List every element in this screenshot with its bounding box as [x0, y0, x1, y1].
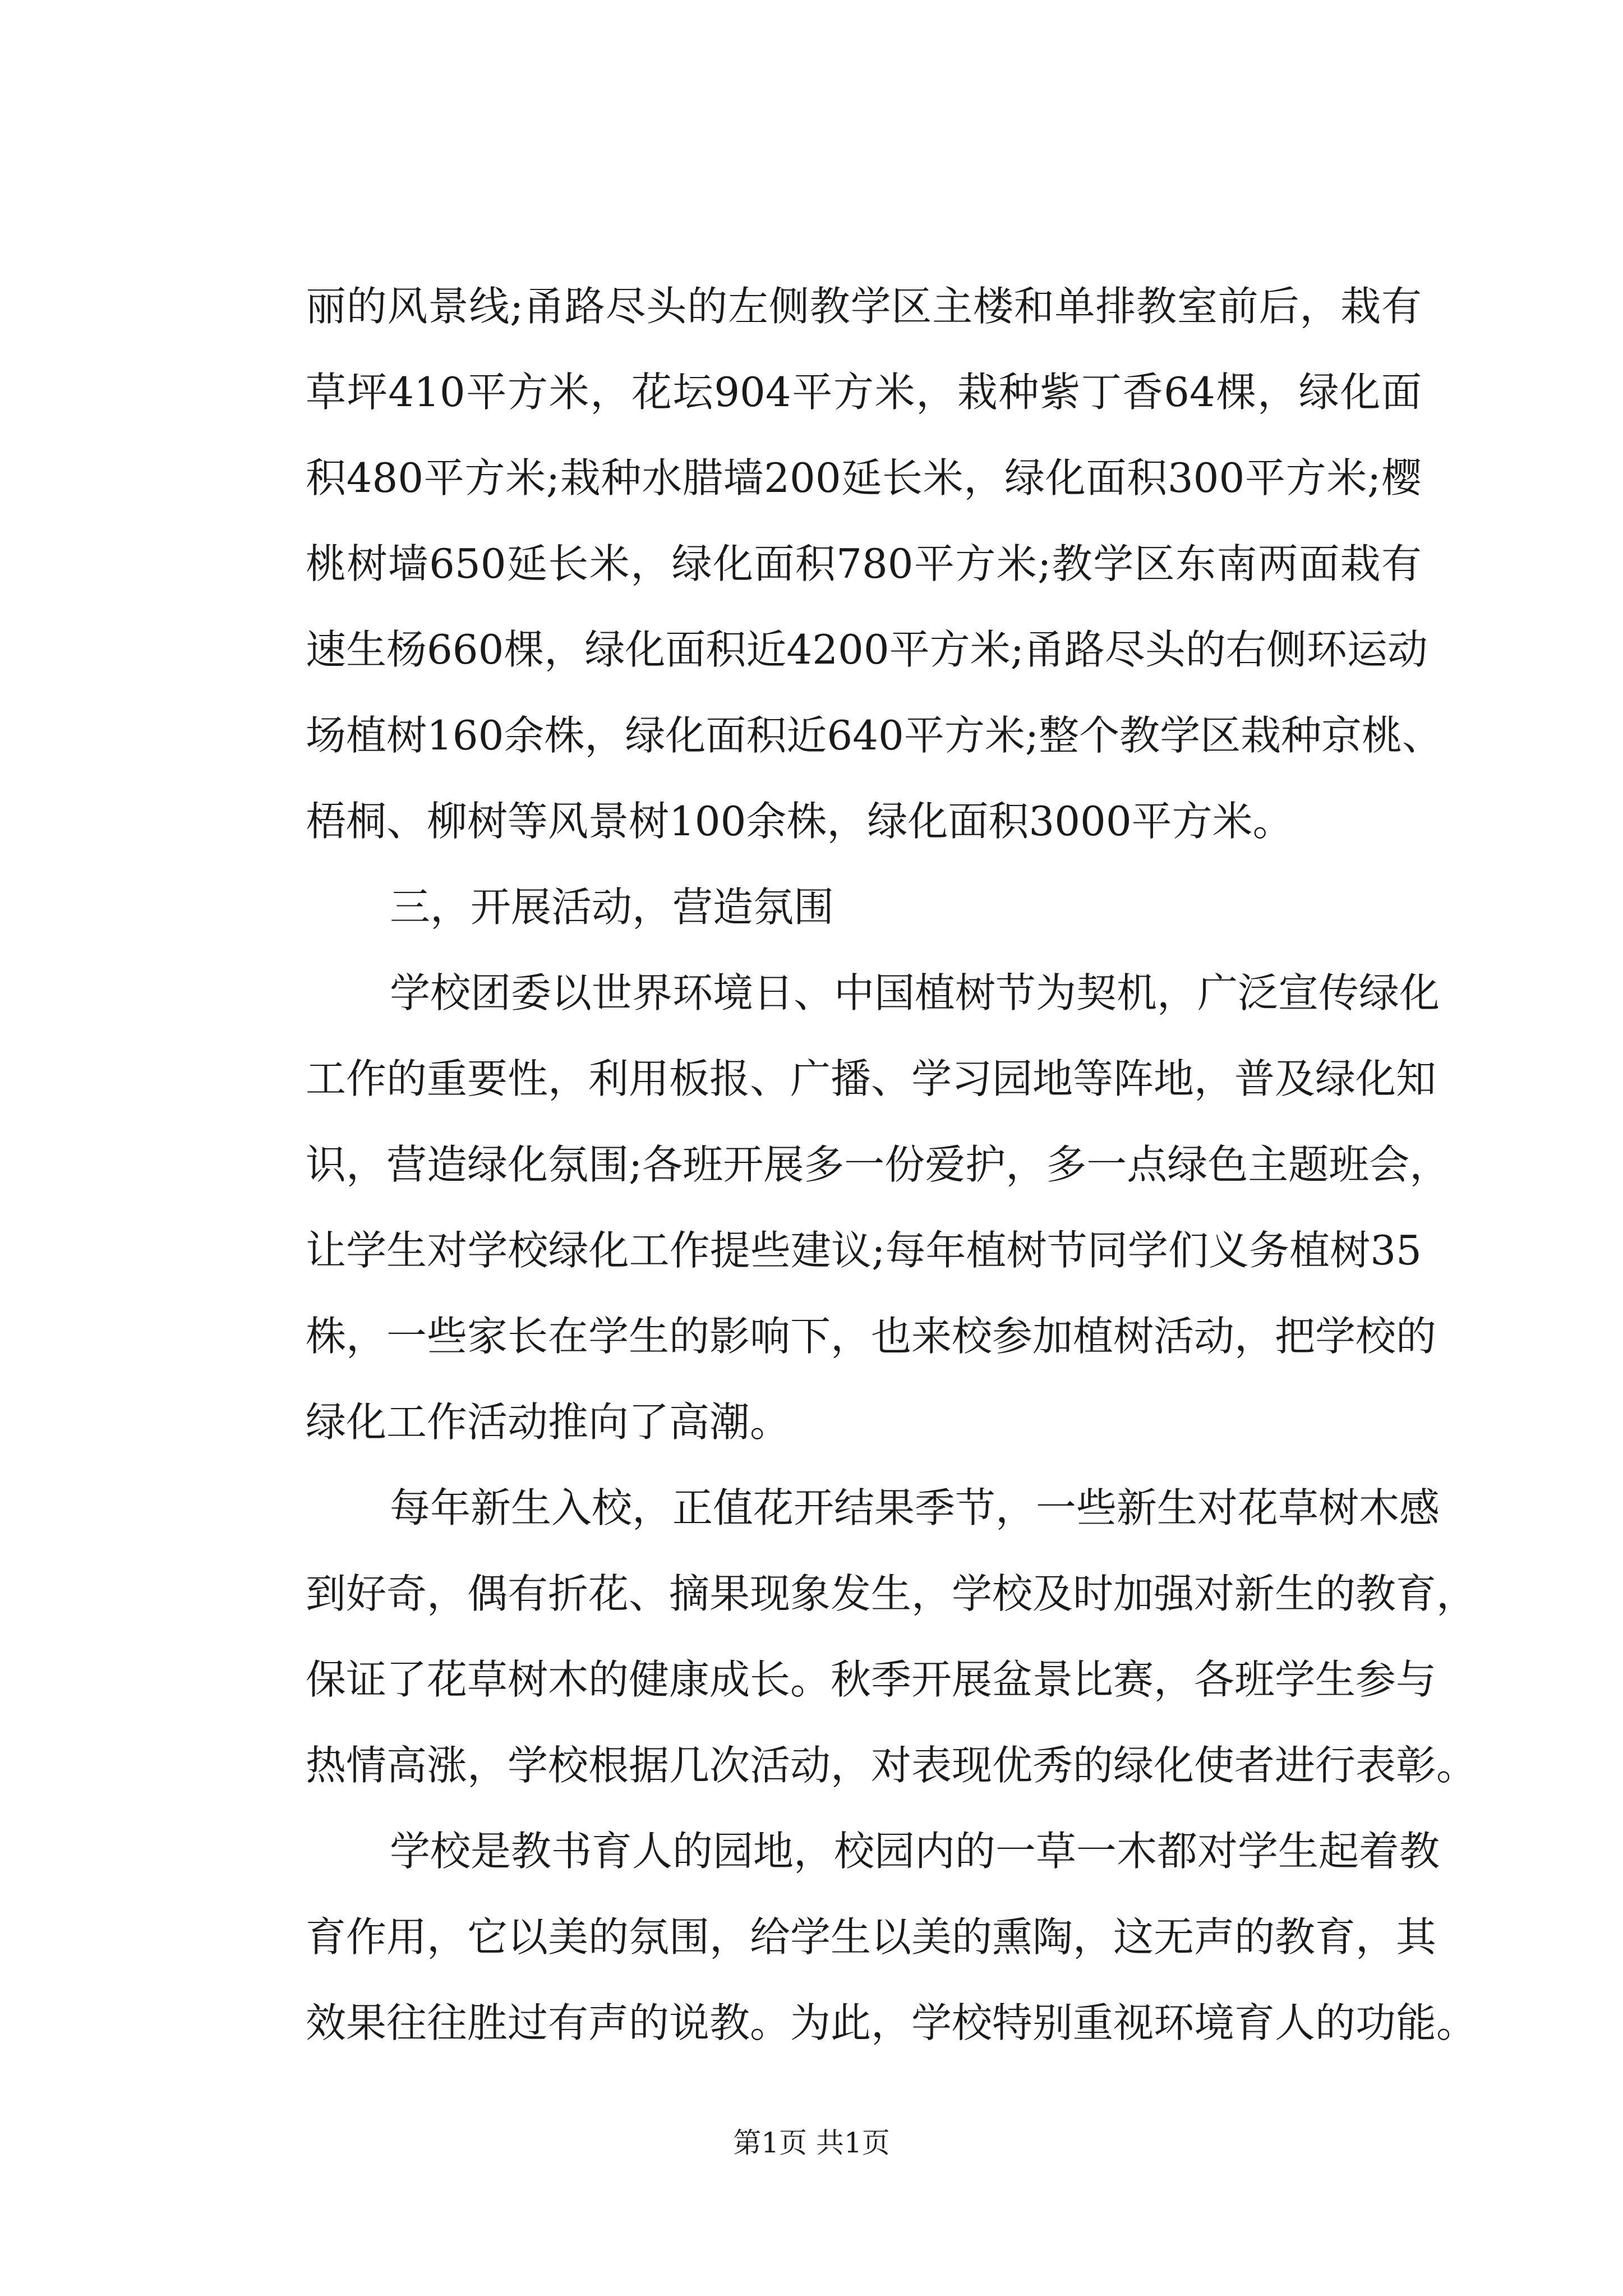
- text-line-5: 速生杨660棵，绿化面积近4200平方米;甬路尽头的右侧环运动: [306, 626, 1428, 673]
- text-line-10: 工作的重要性，利用板报、广播、学习园地等阵地，普及绿化知: [306, 1055, 1437, 1102]
- text-line-1: 丽的风景线;甬路尽头的左侧教学区主楼和单排教室前后，栽有: [306, 283, 1422, 330]
- text-line-14: 绿化工作活动推向了高潮。: [306, 1398, 791, 1446]
- paragraph-start-line: 学校是教书育人的园地，校园内的一草一木都对学生起着教: [390, 1828, 1440, 1875]
- paragraph-start-line: 每年新生入校，正值花开结果季节，一些新生对花草树木感: [390, 1484, 1440, 1531]
- text-line-3: 积480平方米;栽种水腊墙200延长米，绿化面积300平方米;樱: [306, 454, 1422, 501]
- text-line-20: 育作用，它以美的氛围，给学生以美的熏陶，这无声的教育，其: [306, 1913, 1437, 1961]
- text-line-4: 桃树墙650延长米，绿化面积780平方米;教学区东南两面栽有: [306, 540, 1422, 587]
- page-footer: 第1页 共1页: [733, 2127, 890, 2159]
- text-line-11: 识，营造绿化氛围;各班开展多一份爱护，多一点绿色主题班会，: [306, 1141, 1450, 1188]
- document-body: [306, 264, 1477, 2066]
- text-line-17: 保证了花草树木的健康成长。秋季开展盆景比赛，各班学生参与: [306, 1656, 1437, 1703]
- text-line-12: 让学生对学校绿化工作提些建议;每年植树节同学们义务植树35: [306, 1227, 1422, 1274]
- section-heading: 三，开展活动，营造氛围: [390, 884, 834, 931]
- text-line-2: 草坪410平方米，花坛904平方米，栽种紫丁香64棵，绿化面: [306, 369, 1422, 416]
- text-line-13: 株，一些家长在学生的影响下，也来校参加植树活动，把学校的: [306, 1313, 1437, 1360]
- text-line-21: 效果往往胜过有声的说教。为此，学校特别重视环境育人的功能。: [306, 1999, 1477, 2046]
- text-line-7: 梧桐、柳树等风景树100余株，绿化面积3000平方米。: [306, 798, 1293, 845]
- paragraph-start-line: 学校团委以世界环境日、中国植树节为契机，广泛宣传绿化: [390, 969, 1440, 1016]
- text-line-18: 热情高涨，学校根据几次活动，对表现优秀的绿化使者进行表彰。: [306, 1742, 1477, 1789]
- text-line-16: 到好奇，偶有折花、摘果现象发生，学校及时加强对新生的教育，: [306, 1570, 1477, 1617]
- text-line-6: 场植树160余株，绿化面积近640平方米;整个教学区栽种京桃、: [306, 712, 1443, 759]
